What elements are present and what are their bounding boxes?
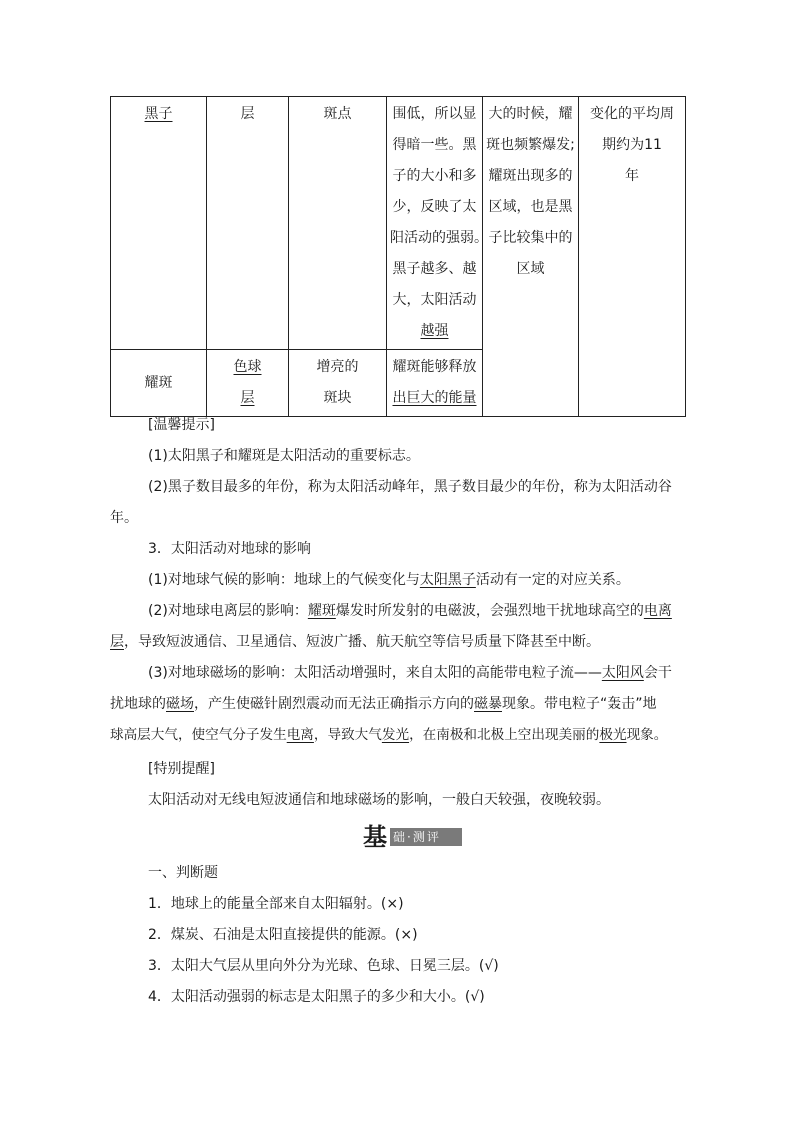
table-row-sunspot — [111, 97, 686, 350]
special-text: 太阳活动对无线电短波通信和地球磁场的影响，一般白天较强，夜晚较弱。 — [148, 792, 610, 808]
sun-activity-table — [110, 96, 686, 417]
cell-layer-flare: 色球 层 — [207, 350, 289, 417]
section-3 — [110, 534, 685, 751]
quiz-item: 4．太阳活动强弱的标志是太阳黑子的多少和大小。(√) — [148, 989, 485, 1005]
cell-relation: 大的时候，耀 斑也频繁爆发; 耀斑出现多的 区域，也是黑 子比较集中的 区域 — [483, 97, 579, 417]
section-3-item-2-line1: (2)对地球电离层的影响：耀斑爆发时所发射的电磁波，会强烈地干扰地球高空的电离 — [148, 603, 672, 619]
tips-heading: [温馨提示] — [148, 417, 215, 433]
quiz-block — [110, 858, 685, 1013]
quiz-item: 3．太阳大气层从里向外分为光球、色球、日冕三层。(√) — [148, 958, 499, 974]
tip-1: (1)太阳黑子和耀斑是太阳活动的重要标志。 — [148, 448, 420, 464]
cell-feature-flare: 增亮的 斑块 — [289, 350, 387, 417]
section-3-title: 3．太阳活动对地球的影响 — [148, 541, 311, 557]
quiz-heading: 一、判断题 — [148, 865, 218, 881]
section-3-item-1: (1)对地球气候的影响：地球上的气候变化与太阳黑子活动有一定的对应关系。 — [148, 572, 630, 588]
cell-name-flare: 耀斑 — [111, 350, 207, 417]
section-3-item-3-line1: (3)对地球磁场的影响：太阳活动增强时，来自太阳的高能带电粒子流——太阳风会干 — [148, 665, 672, 681]
cell-name-sunspot: 黑子 — [111, 97, 207, 350]
quiz-item: 2．煤炭、石油是太阳直接提供的能源。(×) — [148, 927, 418, 943]
cell-cause-flare: 耀斑能够释放 出巨大的能量 — [387, 350, 483, 417]
tips-block — [110, 410, 685, 534]
section-banner — [360, 823, 462, 851]
cell-feature-sunspot: 斑点 — [289, 97, 387, 350]
tip-2-line2: 年。 — [110, 510, 138, 526]
cell-cause-sunspot: 围低，所以显 得暗一些。黑 子的大小和多 少，反映了太 阳活动的强弱。 黑子越多、越 大，太阳活动 越强 — [387, 97, 483, 350]
section-3-item-3-line2: 扰地球的磁场，产生使磁针剧烈震动而无法正确指示方向的磁暴现象。带电粒子“轰击”地 — [110, 696, 657, 712]
tip-2-line1: (2)黑子数目最多的年份，称为太阳活动峰年，黑子数目最少的年份，称为太阳活动谷 — [148, 479, 672, 495]
section-3-item-2-line2: 层，导致短波通信、卫星通信、短波广播、航天航空等信号质量下降甚至中断。 — [110, 634, 600, 650]
cell-period: 变化的平均周 期约为11 年 — [579, 97, 686, 417]
section-3-item-3-line3: 球高层大气，使空气分子发生电离，导致大气发光，在南极和北极上空出现美丽的极光现象。 — [110, 727, 668, 743]
special-block — [110, 754, 685, 816]
quiz-item: 1．地球上的能量全部来自太阳辐射。(×) — [148, 896, 404, 912]
banner-label: 础·测评 — [390, 828, 462, 846]
banner-big-char: 基 — [363, 823, 387, 851]
cell-layer-sunspot: 层 — [207, 97, 289, 350]
special-heading: [特别提醒] — [148, 761, 215, 777]
